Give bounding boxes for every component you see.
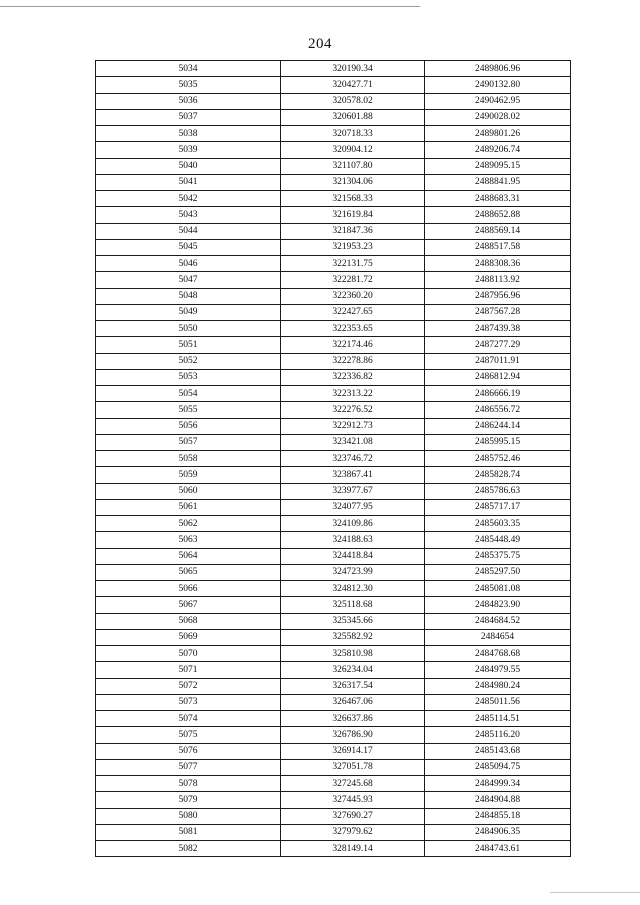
x-coordinate-cell: 321619.84 xyxy=(281,207,425,223)
point-number-cell: 5055 xyxy=(96,402,281,418)
point-number-cell: 5049 xyxy=(96,304,281,320)
x-coordinate-cell: 322427.65 xyxy=(281,304,425,320)
table-row xyxy=(96,516,571,532)
x-coordinate-cell: 322313.22 xyxy=(281,386,425,402)
x-coordinate-cell: 321304.06 xyxy=(281,174,425,190)
y-coordinate-cell: 2487567.28 xyxy=(425,304,571,320)
x-coordinate-cell: 322353.65 xyxy=(281,321,425,337)
page-number: 204 xyxy=(308,36,332,52)
y-coordinate-cell: 2485786.63 xyxy=(425,483,571,499)
y-coordinate-cell: 2485375.75 xyxy=(425,548,571,564)
x-coordinate-cell: 323867.41 xyxy=(281,467,425,483)
point-number-cell: 5064 xyxy=(96,548,281,564)
point-number-cell: 5038 xyxy=(96,126,281,142)
y-coordinate-cell: 2487277.29 xyxy=(425,337,571,353)
x-coordinate-cell: 321107.80 xyxy=(281,158,425,174)
point-number-cell: 5067 xyxy=(96,597,281,613)
x-coordinate-cell: 326786.90 xyxy=(281,727,425,743)
point-number-cell: 5042 xyxy=(96,191,281,207)
y-coordinate-cell: 2485143.68 xyxy=(425,743,571,759)
y-coordinate-cell: 2486812.94 xyxy=(425,369,571,385)
point-number-cell: 5079 xyxy=(96,792,281,808)
x-coordinate-cell: 324723.99 xyxy=(281,564,425,580)
table-row xyxy=(96,759,571,775)
y-coordinate-cell: 2488517.58 xyxy=(425,239,571,255)
point-number-cell: 5047 xyxy=(96,272,281,288)
table-row xyxy=(96,808,571,824)
point-number-cell: 5074 xyxy=(96,711,281,727)
y-coordinate-cell: 2490462.95 xyxy=(425,93,571,109)
x-coordinate-cell: 322281.72 xyxy=(281,272,425,288)
table-row xyxy=(96,304,571,320)
x-coordinate-cell: 322174.46 xyxy=(281,337,425,353)
table-row xyxy=(96,629,571,645)
x-coordinate-cell: 322131.75 xyxy=(281,256,425,272)
point-number-cell: 5058 xyxy=(96,451,281,467)
table-row xyxy=(96,207,571,223)
point-number-cell: 5071 xyxy=(96,662,281,678)
x-coordinate-cell: 320601.88 xyxy=(281,109,425,125)
y-coordinate-cell: 2487956.96 xyxy=(425,288,571,304)
point-number-cell: 5080 xyxy=(96,808,281,824)
y-coordinate-cell: 2488683.31 xyxy=(425,191,571,207)
x-coordinate-cell: 322336.82 xyxy=(281,369,425,385)
x-coordinate-cell: 322278.86 xyxy=(281,353,425,369)
point-number-cell: 5056 xyxy=(96,418,281,434)
table-row xyxy=(96,548,571,564)
y-coordinate-cell: 2488569.14 xyxy=(425,223,571,239)
y-coordinate-cell: 2484980.24 xyxy=(425,678,571,694)
table-row xyxy=(96,824,571,840)
point-number-cell: 5075 xyxy=(96,727,281,743)
point-number-cell: 5044 xyxy=(96,223,281,239)
y-coordinate-cell: 2486556.72 xyxy=(425,402,571,418)
x-coordinate-cell: 326467.06 xyxy=(281,694,425,710)
x-coordinate-cell: 321847.36 xyxy=(281,223,425,239)
table-row xyxy=(96,743,571,759)
x-coordinate-cell: 320190.34 xyxy=(281,61,425,77)
table-row xyxy=(96,581,571,597)
table-row xyxy=(96,499,571,515)
y-coordinate-cell: 2485448.49 xyxy=(425,532,571,548)
y-coordinate-cell: 2484979.55 xyxy=(425,662,571,678)
x-coordinate-cell: 324077.95 xyxy=(281,499,425,515)
point-number-cell: 5051 xyxy=(96,337,281,353)
x-coordinate-cell: 320578.02 xyxy=(281,93,425,109)
table-row xyxy=(96,841,571,857)
y-coordinate-cell: 2488652.88 xyxy=(425,207,571,223)
x-coordinate-cell: 324812.30 xyxy=(281,581,425,597)
y-coordinate-cell: 2484768.68 xyxy=(425,646,571,662)
table-row xyxy=(96,532,571,548)
y-coordinate-cell: 2488308.36 xyxy=(425,256,571,272)
table-row xyxy=(96,434,571,450)
y-coordinate-cell: 2489801.26 xyxy=(425,126,571,142)
point-number-cell: 5037 xyxy=(96,109,281,125)
table-row xyxy=(96,174,571,190)
x-coordinate-cell: 325118.68 xyxy=(281,597,425,613)
x-coordinate-cell: 323421.08 xyxy=(281,434,425,450)
point-number-cell: 5035 xyxy=(96,77,281,93)
y-coordinate-cell: 2488113.92 xyxy=(425,272,571,288)
y-coordinate-cell: 2487011.91 xyxy=(425,353,571,369)
x-coordinate-cell: 327690.27 xyxy=(281,808,425,824)
y-coordinate-cell: 2485717.17 xyxy=(425,499,571,515)
point-number-cell: 5039 xyxy=(96,142,281,158)
coordinate-table-body xyxy=(96,61,571,857)
point-number-cell: 5082 xyxy=(96,841,281,857)
x-coordinate-cell: 320427.71 xyxy=(281,77,425,93)
point-number-cell: 5066 xyxy=(96,581,281,597)
y-coordinate-cell: 2486666.19 xyxy=(425,386,571,402)
x-coordinate-cell: 320904.12 xyxy=(281,142,425,158)
table-row xyxy=(96,418,571,434)
y-coordinate-cell: 2484999.34 xyxy=(425,776,571,792)
table-row xyxy=(96,646,571,662)
scan-edge-mark xyxy=(550,892,640,893)
x-coordinate-cell: 321568.33 xyxy=(281,191,425,207)
y-coordinate-cell: 2484855.18 xyxy=(425,808,571,824)
point-number-cell: 5041 xyxy=(96,174,281,190)
y-coordinate-cell: 2489806.96 xyxy=(425,61,571,77)
point-number-cell: 5063 xyxy=(96,532,281,548)
y-coordinate-cell: 2484654 xyxy=(425,629,571,645)
point-number-cell: 5040 xyxy=(96,158,281,174)
point-number-cell: 5057 xyxy=(96,434,281,450)
y-coordinate-cell: 2484823.90 xyxy=(425,597,571,613)
y-coordinate-cell: 2489206.74 xyxy=(425,142,571,158)
y-coordinate-cell: 2485603.35 xyxy=(425,516,571,532)
table-row xyxy=(96,288,571,304)
table-row xyxy=(96,662,571,678)
x-coordinate-cell: 327051.78 xyxy=(281,759,425,775)
y-coordinate-cell: 2485297.50 xyxy=(425,564,571,580)
x-coordinate-cell: 327445.93 xyxy=(281,792,425,808)
point-number-cell: 5068 xyxy=(96,613,281,629)
point-number-cell: 5077 xyxy=(96,759,281,775)
table-row xyxy=(96,711,571,727)
x-coordinate-cell: 323746.72 xyxy=(281,451,425,467)
table-row xyxy=(96,386,571,402)
table-row xyxy=(96,613,571,629)
point-number-cell: 5046 xyxy=(96,256,281,272)
point-number-cell: 5036 xyxy=(96,93,281,109)
x-coordinate-cell: 322276.52 xyxy=(281,402,425,418)
point-number-cell: 5069 xyxy=(96,629,281,645)
table-row xyxy=(96,727,571,743)
y-coordinate-cell: 2485094.75 xyxy=(425,759,571,775)
x-coordinate-cell: 326637.86 xyxy=(281,711,425,727)
y-coordinate-cell: 2485116.20 xyxy=(425,727,571,743)
table-row xyxy=(96,564,571,580)
table-row xyxy=(96,223,571,239)
table-row xyxy=(96,272,571,288)
top-divider xyxy=(0,6,420,7)
table-row xyxy=(96,158,571,174)
y-coordinate-cell: 2485828.74 xyxy=(425,467,571,483)
point-number-cell: 5054 xyxy=(96,386,281,402)
table-row xyxy=(96,142,571,158)
table-row xyxy=(96,109,571,125)
table-row xyxy=(96,483,571,499)
y-coordinate-cell: 2484906.35 xyxy=(425,824,571,840)
coordinate-table xyxy=(95,60,571,857)
x-coordinate-cell: 326317.54 xyxy=(281,678,425,694)
x-coordinate-cell: 320718.33 xyxy=(281,126,425,142)
y-coordinate-cell: 2484743.61 xyxy=(425,841,571,857)
point-number-cell: 5078 xyxy=(96,776,281,792)
x-coordinate-cell: 324418.84 xyxy=(281,548,425,564)
y-coordinate-cell: 2484684.52 xyxy=(425,613,571,629)
table-row xyxy=(96,256,571,272)
y-coordinate-cell: 2486244.14 xyxy=(425,418,571,434)
table-row xyxy=(96,369,571,385)
x-coordinate-cell: 327245.68 xyxy=(281,776,425,792)
x-coordinate-cell: 324188.63 xyxy=(281,532,425,548)
table-row xyxy=(96,402,571,418)
table-row xyxy=(96,451,571,467)
table-row xyxy=(96,597,571,613)
table-row xyxy=(96,792,571,808)
table-row xyxy=(96,93,571,109)
x-coordinate-cell: 325345.66 xyxy=(281,613,425,629)
y-coordinate-cell: 2489095.15 xyxy=(425,158,571,174)
x-coordinate-cell: 325810.98 xyxy=(281,646,425,662)
point-number-cell: 5061 xyxy=(96,499,281,515)
point-number-cell: 5065 xyxy=(96,564,281,580)
table-row xyxy=(96,61,571,77)
point-number-cell: 5076 xyxy=(96,743,281,759)
table-row xyxy=(96,239,571,255)
x-coordinate-cell: 322912.73 xyxy=(281,418,425,434)
point-number-cell: 5052 xyxy=(96,353,281,369)
x-coordinate-cell: 326914.17 xyxy=(281,743,425,759)
table-row xyxy=(96,77,571,93)
point-number-cell: 5062 xyxy=(96,516,281,532)
y-coordinate-cell: 2485081.08 xyxy=(425,581,571,597)
table-row xyxy=(96,694,571,710)
x-coordinate-cell: 326234.04 xyxy=(281,662,425,678)
x-coordinate-cell: 323977.67 xyxy=(281,483,425,499)
y-coordinate-cell: 2485995.15 xyxy=(425,434,571,450)
point-number-cell: 5073 xyxy=(96,694,281,710)
y-coordinate-cell: 2487439.38 xyxy=(425,321,571,337)
table-row xyxy=(96,678,571,694)
x-coordinate-cell: 324109.86 xyxy=(281,516,425,532)
point-number-cell: 5059 xyxy=(96,467,281,483)
table-row xyxy=(96,321,571,337)
y-coordinate-cell: 2485011.56 xyxy=(425,694,571,710)
point-number-cell: 5070 xyxy=(96,646,281,662)
x-coordinate-cell: 328149.14 xyxy=(281,841,425,857)
y-coordinate-cell: 2490028.02 xyxy=(425,109,571,125)
x-coordinate-cell: 325582.92 xyxy=(281,629,425,645)
point-number-cell: 5043 xyxy=(96,207,281,223)
y-coordinate-cell: 2485752.46 xyxy=(425,451,571,467)
table-row xyxy=(96,126,571,142)
point-number-cell: 5045 xyxy=(96,239,281,255)
table-row xyxy=(96,191,571,207)
point-number-cell: 5048 xyxy=(96,288,281,304)
x-coordinate-cell: 327979.62 xyxy=(281,824,425,840)
y-coordinate-cell: 2484904.88 xyxy=(425,792,571,808)
point-number-cell: 5034 xyxy=(96,61,281,77)
table-row xyxy=(96,776,571,792)
table-row xyxy=(96,337,571,353)
y-coordinate-cell: 2490132.80 xyxy=(425,77,571,93)
point-number-cell: 5060 xyxy=(96,483,281,499)
point-number-cell: 5072 xyxy=(96,678,281,694)
x-coordinate-cell: 322360.20 xyxy=(281,288,425,304)
x-coordinate-cell: 321953.23 xyxy=(281,239,425,255)
y-coordinate-cell: 2485114.51 xyxy=(425,711,571,727)
table-row xyxy=(96,353,571,369)
table-row xyxy=(96,467,571,483)
point-number-cell: 5053 xyxy=(96,369,281,385)
point-number-cell: 5081 xyxy=(96,824,281,840)
point-number-cell: 5050 xyxy=(96,321,281,337)
y-coordinate-cell: 2488841.95 xyxy=(425,174,571,190)
